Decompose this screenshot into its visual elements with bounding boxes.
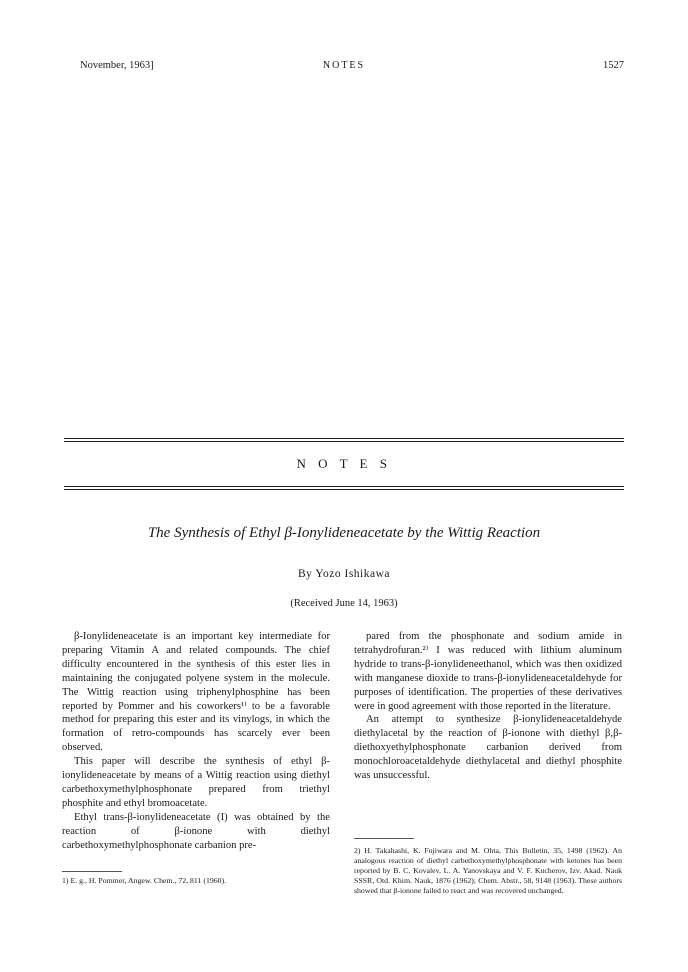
page-number: 1527 [603,60,624,71]
section-rule-bottom-1 [64,486,624,487]
paragraph: Ethyl trans-β-ionylideneacetate (I) was obtained by the reaction of β-ionone with diethyl carbethoxymethylphosphonate carbanion pre- [62,811,330,851]
article-title: The Synthesis of Ethyl β-Ionylideneacetate by the Wittig Reaction [147,525,541,541]
paragraph: An attempt to synthesize β-ionylideneacetaldehyde diethylacetal by the reaction of β-ionone with diethyl β,β-diethoxyethylphosphonate carbanion derived from monochloroacetaldehyde diethylacetal and diethyl phosphite was unsuccessful. [354,714,622,782]
body-column-right [354,630,622,783]
body-column-left [62,630,330,853]
article-author: By Yozo Ishikawa [297,568,390,580]
running-header-date: November, 1963] [80,60,154,71]
footnote-1: 1) E. g., H. Pommer, Angew. Chem., 72, 811 (1960). [62,876,227,885]
paragraph: This paper will describe the synthesis of ethyl β-ionylideneacetate by means of a Wittig reaction using diethyl carbethoxymethylphosphonate prepared from triethyl phosphite and ethyl bromoacetate. [62,756,330,809]
section-rule-top-1 [64,438,624,439]
section-rule-top-2 [64,441,624,442]
footnote-rule-right [354,838,414,839]
running-header-section: NOTES [322,60,366,71]
section-rule-bottom-2 [64,489,624,490]
paragraph: pared from the phosphonate and sodium amide in tetrahydrofuran.²⁾ I was reduced with lithium aluminum hydride to trans-β-ionylideneethanol, which was then oxidized with manganese dioxide to trans-β-ionylideneacetaldehyde for purposes of identification. The properties of these derivatives were in good agreement with those reported in the literature. [354,631,622,712]
received-date: (Received June 14, 1963) [290,598,398,609]
footnote-2: 2) H. Takahashi, K. Fujiwara and M. Ohta, This Bulletin, 35, 1498 (1962). An analogous reaction of diethyl carbethoxymethylphosphonate with ketones has been reported by B. C. Kovalev, L. A. Yanovskaya and V. F. Kucherov, Izv. Akad. Nauk SSSR, Otd. Khim. Nauk, 1876 (1962); Chem. Abstr., 58, 9148 (1963). These authors showed that β-ionone failed to react and was recovered unchanged. [354,846,622,895]
footnote-rule-left [62,871,122,872]
section-title: N O T E S [296,456,392,471]
paragraph: β-Ionylideneacetate is an important key intermediate for preparing Vitamin A and related compounds. The chief difficulty encountered in the synthesis of this ester lies in maintaining the conjugated polyene system in the molecule. The Wittig reaction using triphenylphosphine has been reported by Pommer and his coworkers¹⁾ to be a favorable method for preparing this ester and its vinylogs, in which the formation of retro-compounds has scarcely ever been observed. [62,631,330,754]
